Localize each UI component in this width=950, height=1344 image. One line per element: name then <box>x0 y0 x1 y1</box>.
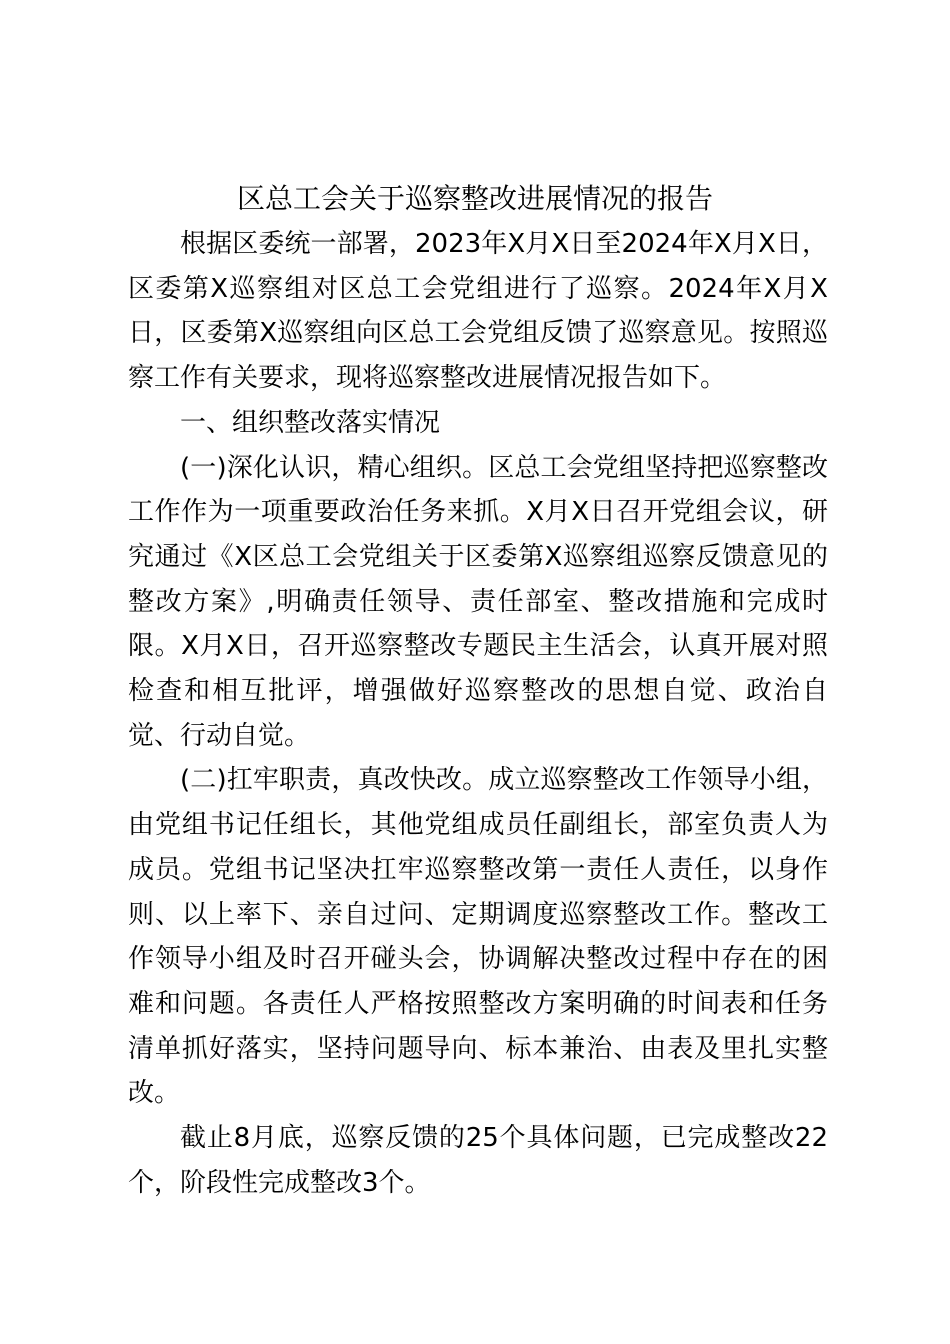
subsection-2-paragraph: (二)扛牢职责，真改快改。成立巡察整改工作领导小组，由党组书记任组长，其他党组成员任副组长，部室负责人为成员。党组书记坚决扛牢巡察整改第一责任人责任，以身作则、以上率下、亲自过问、定期调度巡察整改工作。整改工作领导小组及时召开碰头会，协调解决整改过程中存在的困难和问题。各责任人严格按照整改方案明确的时间表和任务清单抓好落实，坚持问题导向、标本兼治、由表及里扎实整改。 <box>128 765 828 1109</box>
document-title: 区总工会关于巡察整改进展情况的报告 <box>236 182 713 215</box>
section-heading: 一、组织整改落实情况 <box>180 407 441 438</box>
intro-paragraph: 根据区委统一部署，2023年X月X日至2024年X月X日，区委第X巡察组对区总工会党组进行了巡察。2024年X月X日，区委第X巡察组向区总工会党组反馈了巡察意见。按照巡察工作有关要求，现将巡察整改进展情况报告如下。 <box>128 229 828 394</box>
document-body <box>128 222 828 1205</box>
progress-summary-paragraph: 截止8月底，巡察反馈的25个具体问题，已完成整改22个，阶段性完成整改3个。 <box>128 1123 828 1198</box>
subsection-1-paragraph: (一)深化认识，精心组织。区总工会党组坚持把巡察整改工作作为一项重要政治任务来抓。X月X日召开党组会议，研究通过《X区总工会党组关于区委第X巡察组巡察反馈意见的整改方案》,明确责任领导、责任部室、整改措施和完成时限。X月X日，召开巡察整改专题民主生活会，认真开展对照检查和相互批评，增强做好巡察整改的思想自觉、政治自觉、行动自觉。 <box>128 452 828 751</box>
